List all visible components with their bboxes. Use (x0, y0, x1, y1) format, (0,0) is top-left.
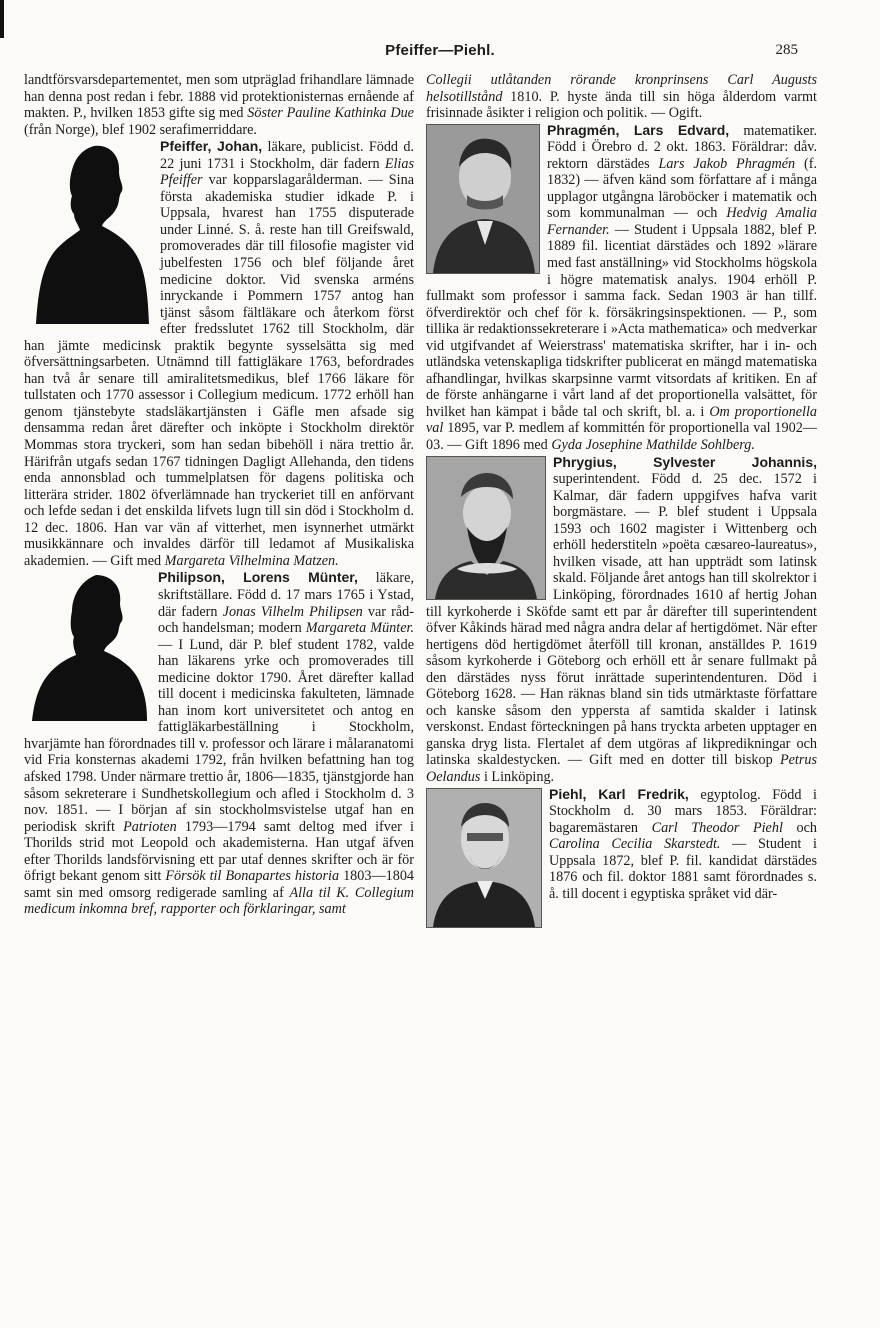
entry-text: superintendent. Född d. 25 dec. 1572 i Kalmar, där fadern uppgifves hafva varit borgmästare. — P. blef student i Uppsala 1593 och 1602 magister i Wittenberg och erhöll hederstiteln »poëta cæsareo-laureatus», hvilken visade, att han uppträdt som latinsk skald. Följande året antogs han till skolrektor i Linköping, förordnades 1610 af hertig Johan till kyrkoherde i Sköfde samt ett par år därefter till superintendent öfver Kåkinds härad med några andra delar af hertigdömet. När efter hertigens död hertigdömet återföll till kronan, anställdes P. 1619 såsom kyrkoherde i Göteborg och erhöll ett år senare fullmakt på den därstädes nyss förut inrättade superintendenturen. Död i Göteborg 1628. — Han räknas bland sin tids utmärktaste författare och kanske såsom den yppersta af samtida skalder i latinsk verskonst. Endast förteckningen på hans tryckta arbeten upptager en ganska dryg lista. Flertalet af dem utgöras af likpredikningar och latinska skaldestycken. — Gift med en dotter till biskop (426, 471, 817, 769)
continuation-text: 1810. P. hyste ända till sin höga ålderdom varmt frisinnade åsikter i religion och politik. — Ogift. (426, 88, 817, 122)
pfeiffer-father: Elias Pfeiffer (160, 155, 414, 189)
pfeiffer-wife: Margareta Vilhelmina Matzen. (164, 552, 339, 569)
entry-text: och (782, 819, 817, 836)
intro-text: landtförsvarsdepartementet, men som utpräglad frihandlare lämnade han denna post redan i febr. 1888 vid protektionisternas ernående af makten. P., hvilken 1853 gifte sig med (24, 72, 414, 122)
entry-text: läkare, publicist. Född d. 22 juni 1731 i Stockholm, där fadern (160, 139, 415, 172)
entry-name-pfeiffer: Pfeiffer, Johan, (160, 138, 263, 155)
entry-pfeiffer (24, 138, 414, 569)
philipson-silhouette-icon (30, 571, 148, 721)
entry-name-phrygius: Phrygius, Sylvester Johannis, (553, 453, 817, 470)
phragmen-father: Lars Jakob Phragmén (658, 155, 796, 172)
entry-text: var råd- och handelsman; modern (158, 603, 414, 637)
continuation-title: Collegii utlåtanden rörande kronprinsens Carl Augusts helsotillstånd (426, 72, 817, 105)
portrait-pfeiffer (32, 140, 150, 324)
intro-wife-name: Söster Pauline Kathinka Due (247, 105, 414, 122)
entry-text: i Linköping. (480, 768, 555, 785)
continuation-paragraph (426, 72, 817, 122)
right-column-flow (426, 72, 817, 928)
entry-piehl (426, 786, 817, 903)
entry-text: — Student i Uppsala 1882, blef P. 1889 fil. licentiat därstädes och 1892 »lärare med fast anställning» vid Stockholms högskola i högre matematisk analys. 1904 erhöll P. fullmakt som professor i samma fack. Sedan 1903 är han tillf. öfverdirektör och chef för k. försäkringsinspektionen. — P., som tillika är redaktionssekreterare i »Acta mathematica» och medverkar vid utgifvandet af Weierstrass' matematiska skrifter, har i in- och utländska vetenskapliga tidskrifter publicerat en mängd matematiska afhandlingar, hvilkas skarpsinne varmt vitsordats af kritiken. En af de förste anhängarne i vårt land af det proportionella valsättet, för hvilket han kämpat i både tal och skrift, bl. a. i (426, 221, 817, 420)
portrait-philipson (30, 571, 148, 721)
work-patrioten: Patrioten (123, 818, 177, 835)
phragmen-photo-icon (427, 125, 539, 273)
entry-text: — Student i Uppsala 1872, blef P. fil. kandidat därstädes 1876 och fil. doktor 1881 samt förordnades s. å. till docent i egyptiska språket vid där- (549, 836, 818, 902)
work-proportionella-val: Om proportionella val (426, 403, 817, 437)
portrait-phragmen (426, 124, 540, 274)
entry-name-piehl: Piehl, Karl Fredrik, (549, 785, 689, 802)
phrygius-engraving-icon (427, 457, 545, 599)
work-forsok: Försök til Bonapartes historia (165, 868, 340, 885)
entry-text: — I Lund, där P. blef student 1782, valde han läkarens yrke och promoverades till medicine doktor 1790. Året därefter kallad till docent i medicinska fakulteten, lämnade han inom kort universitetet och antog en fattigläkarbeställning i Stockholm, hvarjämte han förordnades till v. professor och lärare i målaranatomi vid Fria konsternas akademi 1792, från hvilken befattning han tog afsked 1798. Under närmare trettio år, 1806—1835, tjänstgjorde han såsom sekreterare i Sundhetskollegium och afled i Stockholm d. 3 nov. 1851. — I början af sin stockholmsvistelse utgaf han en periodisk skrift (24, 636, 414, 835)
intro-text-end: (från Norge), blef 1902 serafimerriddare. (24, 121, 257, 138)
piehl-photo-icon (427, 789, 541, 927)
entry-text: 1793—1794 samt deltog med ifver i Thorilds strid mot Leopold och akademisterna. Han utgaf äfven efter Thorilds landsförvisning ett par utaf dennes skrifter och är för öfrigt bekant genom sitt (24, 818, 414, 885)
entry-philipson (24, 569, 414, 917)
running-head: Pfeiffer—Piehl. (385, 42, 495, 59)
entry-phrygius (426, 454, 817, 786)
intro-paragraph (24, 72, 414, 138)
left-column-flow (24, 72, 414, 918)
piehl-father: Carl Theodor Piehl (651, 819, 783, 836)
entry-text: (f. 1832) — äfven känd som författare af i många upplagor utgångna läroböcker i matematik och som kommunalman — och (547, 155, 817, 222)
entry-text: 1895, var P. medlem af kommittén för proportionella val 1902—03. — Gift 1896 med (426, 420, 817, 454)
entry-text: matematiker. Född i Örebro d. 2 okt. 1863. Föräldrar: dåv. rektorn därstädes (547, 122, 817, 172)
philipson-mother: Margareta Münter. (305, 620, 414, 637)
page-number: 285 (775, 42, 798, 58)
entry-text: var kopparslagarålderman. — Sina första akademiska studier idkade P. i Uppsala, hvarest han 1755 disputerade under Linné. S. å. reste han till Greifswald, promoverades där till filosofie magister vid jubelfesten 1756 och blef följande året medicine doktor. Vid svenska arméns inryckande i Pommern 1757 antog han tjänst såsom fältläkare och återkom först efter fredsslutet 1762 till Stockholm, där han jämte medicinsk praktik begynte sysselsätta sig med öfversättningsarbeten. Utnämnd till fattigläkare 1763, befordrades han två år senare till amiralitetsmedikus, blef 1766 läkare för tullstaten och 1770 assessor i Collegium medicum. 1772 erhöll han genom tjänstebyte stadsläkartjänsten i Gäfle men afsade sig densamma redan året därefter och inköpte i Stockholm direktör Mommas stora tryckeri, som han sedan bibehöll i nära trettio år. Härifrån utgafs sedan 1767 tidningen Dagligt Allehanda, den tidens enda annonsblad och tummelplatsen för dagens politiska och litterära strider. 1802 öfverlämnade han tryckeriet till en anförvant och lefde sedan i det enskilda lifvets lugn till sin död i Stockholm d. 12 dec. 1806. Han var vän af vitterhet, men isynnerhet utmärkt musikkännare och invaldes därför till ledamot af Musikaliska akademien. — Gift med (24, 172, 414, 569)
piehl-mother: Carolina Cecilia Skarstedt. (549, 836, 721, 853)
entry-name-phragmen: Phragmén, Lars Edvard, (547, 121, 730, 138)
page-header (0, 42, 880, 64)
phrygius-wife: Petrus Oelandus (426, 752, 817, 785)
entry-text: 1803—1804 samt sin med omsorg redigerade samling af (24, 868, 415, 901)
entry-phragmen (426, 122, 817, 454)
entry-text: egyptolog. Född i Stockholm d. 30 mars 1853. Föräldrar: bagaremästaren (549, 786, 817, 836)
pfeiffer-silhouette-icon (32, 140, 150, 324)
phragmen-mother: Hedvig Amalia Fernander. (547, 205, 817, 238)
phragmen-wife: Gyda Josephine Mathilde Sohlberg. (551, 437, 755, 454)
work-alla: Alla til K. Collegium medicum inkomna bref, rapporter och förklaringar, samt (24, 884, 414, 918)
page-edge-mark (0, 0, 4, 38)
entry-name-philipson: Philipson, Lorens Münter, (158, 569, 358, 586)
portrait-piehl (426, 788, 542, 928)
entry-text: läkare, skriftställare. Född d. 17 mars 1765 i Ystad, där fadern (158, 570, 414, 620)
portrait-phrygius (426, 456, 546, 600)
philipson-father: Jonas Vilhelm Philipsen (222, 603, 363, 620)
